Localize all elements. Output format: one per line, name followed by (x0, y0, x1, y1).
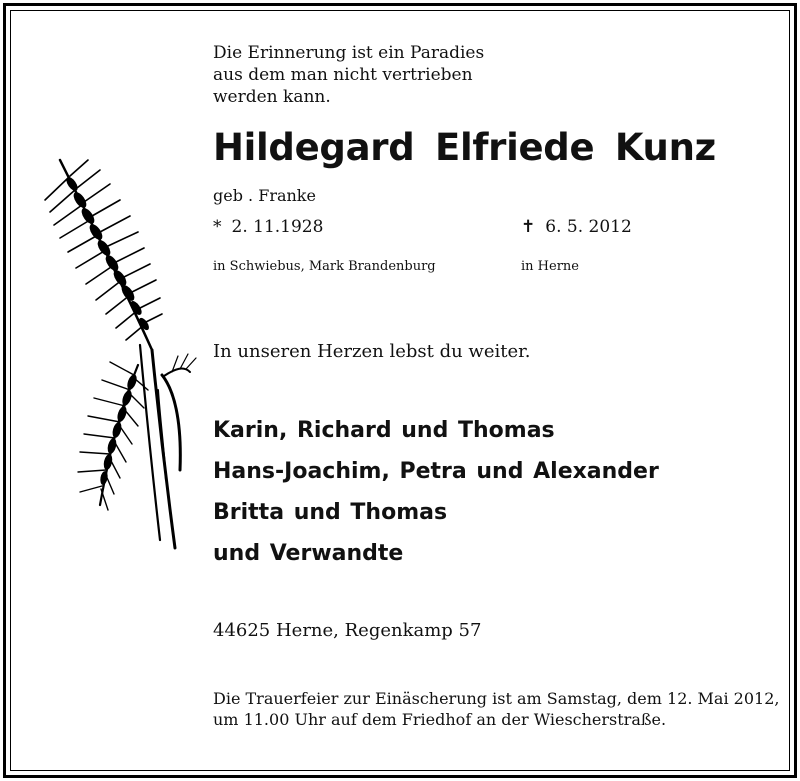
mourner-line: Britta und Thomas (213, 500, 448, 525)
funeral-notice (213, 688, 779, 730)
cross-icon: ✝ (521, 217, 536, 237)
death-place: in Herne (521, 259, 579, 274)
mourner-line: Karin, Richard und Thomas (213, 418, 555, 443)
funeral-line: um 11.00 Uhr auf dem Friedhof an der Wiescherstraße. (213, 710, 667, 729)
birth-date (213, 217, 323, 237)
birth-place: in Schwiebus, Mark Brandenburg (213, 259, 436, 274)
birth-star-icon: * (213, 217, 222, 237)
motto: In unseren Herzen lebst du weiter. (213, 341, 531, 362)
maiden-name: geb . Franke (213, 186, 316, 205)
wheat-ear-icon (40, 150, 200, 555)
address: 44625 Herne, Regenkamp 57 (213, 620, 482, 641)
quote-line: werden kann. (213, 87, 331, 107)
mourner-line: und Verwandte (213, 541, 404, 566)
birth-date-value: 2. 11.1928 (231, 217, 324, 237)
quote-line: Die Erinnerung ist ein Paradies (213, 43, 485, 63)
death-date-value: 6. 5. 2012 (545, 217, 632, 237)
funeral-line: Die Trauerfeier zur Einäscherung ist am Samstag, dem 12. Mai 2012, (213, 689, 780, 708)
deceased-name: Hildegard Elfriede Kunz (213, 126, 716, 169)
mourner-line: Hans-Joachim, Petra und Alexander (213, 459, 659, 484)
quote-line: aus dem man nicht vertrieben (213, 65, 473, 85)
memorial-quote (213, 42, 484, 108)
death-date (521, 217, 632, 237)
